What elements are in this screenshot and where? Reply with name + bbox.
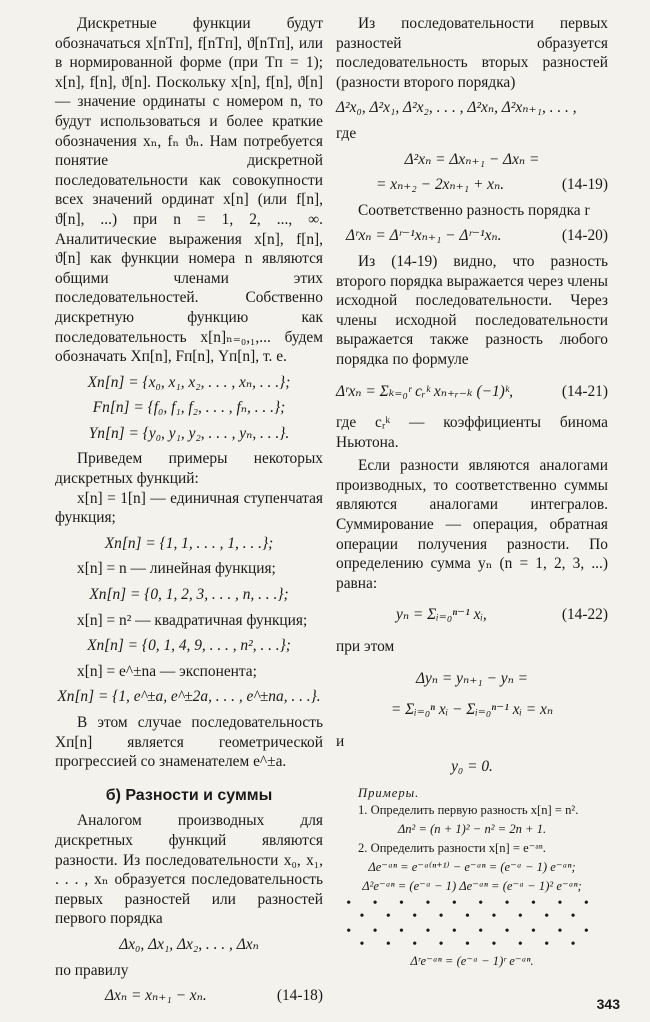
examples-block: [336, 785, 608, 970]
page-number: 343: [596, 996, 620, 1012]
left-paragraph-3: x[n] = 1[n] — единичная ступенчатая функция;: [55, 489, 323, 527]
equation-14-22-number: (14-22): [561, 606, 608, 624]
equation-14-18: [55, 986, 323, 1006]
left-paragraph-4: x[n] = n — линейная функция;: [77, 560, 276, 578]
equation-14-22: [336, 605, 608, 625]
example-1: 1. Определить первую разность x[n] = n².: [358, 803, 579, 817]
equation-14-20-body: Δʳxₙ = Δʳ⁻¹xₙ₊₁ − Δʳ⁻¹xₙ.: [346, 227, 502, 245]
left-column: [55, 14, 323, 1012]
equation-14-19-number: (14-19): [561, 176, 608, 194]
right-paragraph-6: при этом: [336, 638, 395, 656]
equation-linear: Xп[n] = {0, 1, 2, 3, . . . , n, . . .};: [89, 586, 289, 604]
right-paragraph-1: Из последовательности первых разностей образуется последовательность вторых разностей (разности второго порядка): [336, 15, 608, 91]
right-paragraph-5: Если разности являются аналогами производных, то соответственно суммы являются аналогами интегралов. Суммирование — операция, обратная операции получения разности. По определению сумма yₙ (n = 1, 2, 3, ...) равна:: [336, 457, 608, 592]
equation-delta-y-line-1: Δyₙ = yₙ₊₁ − yₙ =: [415, 669, 529, 687]
equation-quadratic: Xп[n] = {0, 1, 4, 9, . . . , n², . . .};: [87, 637, 291, 655]
equation-second-differences: Δ²x₀, Δ²x₁, Δ²x₂, . . . , Δ²xₙ, Δ²xₙ₊₁, . . . ,: [336, 99, 577, 117]
right-paragraph-3: Из (14-19) видно, что разность второго порядка выражается через члены исходной последовательности. Через члены исходной последовательности выражается также разность любого порядка по формуле: [336, 252, 608, 368]
equation-14-21-number: (14-21): [561, 382, 608, 400]
equation-Y: Yп[n] = {y₀, y₁, y₂, . . . , yₙ, . . .}.: [88, 424, 290, 442]
example-2-equation-1: Δe⁻ᵃⁿ = e⁻ᵃ⁽ⁿ⁺¹⁾ − e⁻ᵃⁿ = (e⁻ᵃ − 1) e⁻ᵃⁿ;: [368, 860, 576, 874]
left-paragraph-2: Приведем примеры некоторых дискретных функций:: [55, 450, 323, 488]
right-column: [336, 14, 608, 972]
right-paragraph-2: Соответственно разность порядка r: [358, 201, 590, 219]
equation-F: Fп[n] = {f₀, f₁, f₂, . . . , fₙ, . . .};: [92, 399, 286, 417]
equation-14-18-body: Δxₙ = xₙ₊₁ − xₙ.: [105, 987, 207, 1005]
equation-exponent: Xп[n] = {1, e^±a, e^±2a, . . . , e^±na, . . .}.: [57, 688, 321, 706]
right-paragraph-4: где cᵣᵏ — коэффициенты бинома Ньютона.: [336, 414, 608, 451]
equation-14-21: [336, 382, 608, 402]
dots-row-1: • • • • • • • • • • • • • • • • • • •: [346, 896, 598, 924]
equation-14-19-line-1: Δ²xₙ = Δxₙ₊₁ − Δxₙ =: [404, 150, 540, 168]
right-where-1: где: [336, 124, 357, 142]
left-paragraph-9: по правилу: [55, 961, 129, 979]
equation-14-19-line-2: [336, 175, 608, 195]
equation-14-21-body: Δʳxₙ = Σₖ₌₀ʳ cᵣᵏ xₙ₊ᵣ₋ₖ (−1)ᵏ,: [336, 382, 513, 400]
equation-step: Xп[n] = {1, 1, . . . , 1, . . .};: [104, 534, 274, 552]
left-paragraph-8: Аналогом производных для дискретных функций являются разности. Из последовательности x₀, x₁, . . . , xₙ образуется последовательность первых разностей или разностей первого порядка: [55, 812, 323, 928]
left-paragraph-7: В этом случае последовательность Xп[n] является геометрической прогрессией со знаменателем e^±a.: [55, 714, 323, 771]
section-title: б) Разности и суммы: [105, 786, 273, 804]
dots-row-2: • • • • • • • • • • • • • • • • • • •: [346, 924, 598, 952]
equation-X: Xп[n] = {x₀, x₁, x₂, . . . , xₙ, . . .};: [87, 373, 291, 391]
equation-14-22-body: yₙ = Σᵢ₌₀ⁿ⁻¹ xᵢ,: [396, 606, 487, 624]
equation-y0: y₀ = 0.: [451, 758, 493, 776]
left-paragraph-5: x[n] = n² — квадратичная функция;: [77, 611, 308, 629]
example-2: 2. Определить разности x[n] = e⁻ᵃⁿ.: [358, 841, 546, 855]
equation-delta-y-line-2: = Σᵢ₌₀ⁿ xᵢ − Σᵢ₌₀ⁿ⁻¹ xᵢ = xₙ: [390, 701, 554, 719]
left-paragraph-1: Дискретные функции будут обозначаться x[nTп], f[nTп], ϑ[nTп], или в нормированной форме (при Tп = 1); x[n], f[n], ϑ[n]. Поскольку x[n], f[n], ϑ[n] — значение ординаты с номером n, то будут использоваться и более краткие обозначения xₙ, fₙ ϑₙ. Нам потребуется понятие дискретной последовательности как совокупности всех значений ординат x[n] (или f[n], ϑ[n], ...) при n = 1, 2, ..., ∞. Аналитические выражения x[n], f[n], ϑ[n] как функции номера n являются общими членами этих последовательностей. Собственно дискретную функцию как последовательность x[n]ₙ₌₀,₁,... будем обозначать Xп[n], Fп[n], Yп[n], т. е.: [55, 15, 323, 366]
example-1-equation: Δn² = (n + 1)² − n² = 2n + 1.: [397, 822, 547, 836]
equation-differences: Δx₀, Δx₁, Δx₂, . . . , Δxₙ: [119, 935, 259, 953]
left-paragraph-6: x[n] = e^±na — экспонента;: [77, 662, 257, 680]
example-2-equation-3: Δʳe⁻ᵃⁿ = (e⁻ᵃ − 1)ʳ e⁻ᵃⁿ.: [410, 954, 534, 968]
equation-14-18-number: (14-18): [276, 987, 323, 1005]
right-paragraph-7: и: [336, 732, 345, 750]
example-2-equation-2: Δ²e⁻ᵃⁿ = (e⁻ᵃ − 1) Δe⁻ᵃⁿ = (e⁻ᵃ − 1)² e⁻ᵃⁿ;: [362, 879, 582, 893]
examples-title: Примеры.: [358, 786, 420, 800]
equation-14-20-number: (14-20): [561, 227, 608, 245]
equation-14-19-body: = xₙ₊₂ − 2xₙ₊₁ + xₙ.: [376, 176, 505, 194]
equation-14-20: [336, 226, 608, 246]
